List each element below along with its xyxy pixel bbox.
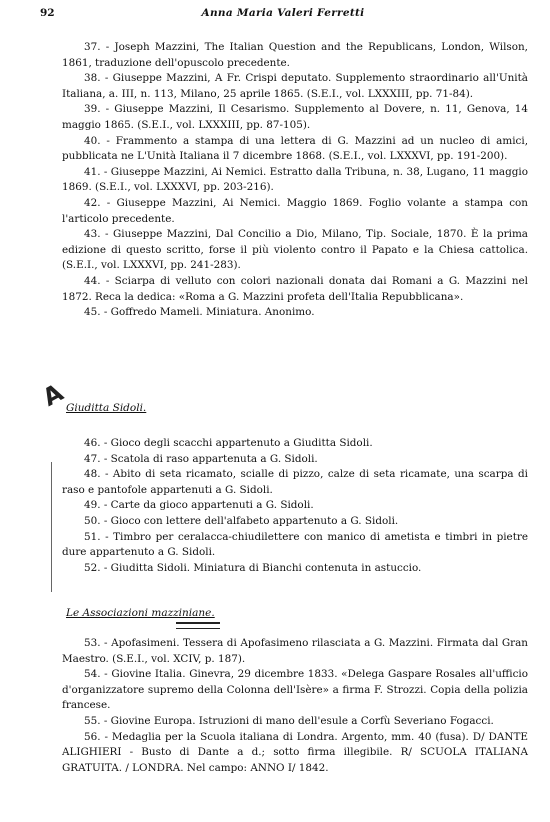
catalog-entry-52: 52. - Giuditta Sidoli. Miniatura di Bianchi contenuta in astuccio.: [84, 561, 422, 574]
running-head: Anna Maria Valeri Ferretti: [201, 7, 365, 19]
catalog-entry-49: 49. - Carte da gioco appartenuti a G. Sidoli.: [84, 499, 314, 512]
section-title-sidoli: Giuditta Sidoli.: [66, 402, 147, 414]
entries-top: [62, 40, 528, 321]
catalog-entry-38: 38. - Giuseppe Mazzini, A Fr. Crispi deputato. Supplemento straordinario all'Unità Italiana, a. III, n. 113, Milano, 25 aprile 1865. (S.E.I., vol. LXXXIII, pp. 71-84).: [62, 72, 528, 100]
catalog-entry-53: 53. - Apofasimeni. Tessera di Apofasimeno rilasciata a G. Mazzini. Firmata dal Gran Maestro. (S.E.I., vol. XCIV, p. 187).: [62, 637, 528, 665]
catalog-entry-47: 47. - Scatola di raso appartenuta a G. Sidoli.: [84, 452, 318, 465]
section-title-associazioni: Le Associazioni mazziniane.: [66, 607, 215, 619]
catalog-entry-46: 46. - Gioco degli scacchi appartenuto a Giuditta Sidoli.: [84, 437, 373, 449]
catalog-entry-40: 40. - Frammento a stampa di una lettera di G. Mazzini ad un nucleo di amici, pubblicata ne L'Unità Italiana il 7 dicembre 1868. (S.E.I., vol. LXXXVI, pp. 191-200).: [62, 134, 528, 163]
catalog-entry-44: 44. - Sciarpa di velluto con colori nazionali donata dai Romani a G. Mazzini nel 1872. Reca la dedica: «Roma a G. Mazzini profeta dell'Italia Repubblicana».: [62, 274, 528, 303]
catalog-entry-45: 45. - Goffredo Mameli. Miniatura. Anonimo.: [84, 306, 315, 319]
catalog-entry-48: 48. - Abito di seta ricamato, scialle di pizzo, calze di seta ricamate, una scarpa di raso e pantofole appartenuti a G. Sidoli.: [62, 468, 528, 496]
catalog-entry-50: 50. - Gioco con lettere dell'alfabeto appartenuto a G. Sidoli.: [84, 514, 399, 527]
margin-line: [51, 462, 52, 592]
catalog-entry-43: 43. - Giuseppe Mazzini, Dal Concilio a Dio, Milano, Tip. Sociale, 1870. È la prima edizione di questo scritto, forse il più violento contro il Papato e la Chiesa cattolica. (S.E.I., vol. LXXXVI, pp. 241-283).: [62, 228, 528, 272]
catalog-entry-54: 54. - Giovine Italia. Ginevra, 29 dicembre 1833. «Delega Gaspare Rosales all'ufficio d'organizzatore supremo della Colonna dell'Isère» a firma F. Strozzi. Copia della polizia francese.: [62, 668, 528, 712]
margin-handwritten-mark: A: [38, 378, 68, 412]
catalog-entry-42: 42. - Giuseppe Mazzini, Ai Nemici. Maggio 1869. Foglio volante a stampa con l'articolo precedente.: [62, 196, 528, 225]
catalog-entry-55: 55. - Giovine Europa. Istruzioni di mano dell'esule a Corfù Severiano Fogacci.: [84, 714, 494, 727]
page-header: [40, 6, 526, 22]
entries-sidoli: [62, 436, 528, 576]
catalog-entry-39: 39. - Giuseppe Mazzini, Il Cesarismo. Supplemento al Dovere, n. 11, Genova, 14 maggio 1865. (S.E.I., vol. LXXXIII, pp. 87-105).: [62, 103, 528, 131]
title-ornament: [176, 622, 220, 629]
entries-associazioni: [62, 636, 528, 776]
catalog-entry-37: 37. - Joseph Mazzini, The Italian Question and the Republicans, London, Wilson, 1861, traduzione dell'opuscolo precedente.: [62, 41, 528, 69]
catalog-entry-41: 41. - Giuseppe Mazzini, Ai Nemici. Estratto dalla Tribuna, n. 38, Lugano, 11 maggio 1869. (S.E.I., vol. LXXXVI, pp. 203-216).: [62, 165, 528, 194]
catalog-entry-51: 51. - Timbro per ceralacca-chiudilettere con manico di ametista e timbri in pietre dure appartenuto a G. Sidoli.: [62, 530, 528, 559]
catalog-entry-56: 56. - Medaglia per la Scuola italiana di Londra. Argento, mm. 40 (fusa). D/ DANTE ALIGHIERI - Busto di Dante a d.; sotto firma illegibile. R/ SCUOLA ITALIANA GRATUITA. / LONDRA. Nel campo: ANNO I/ 1842.: [62, 730, 528, 774]
page-number: 92: [40, 7, 55, 19]
